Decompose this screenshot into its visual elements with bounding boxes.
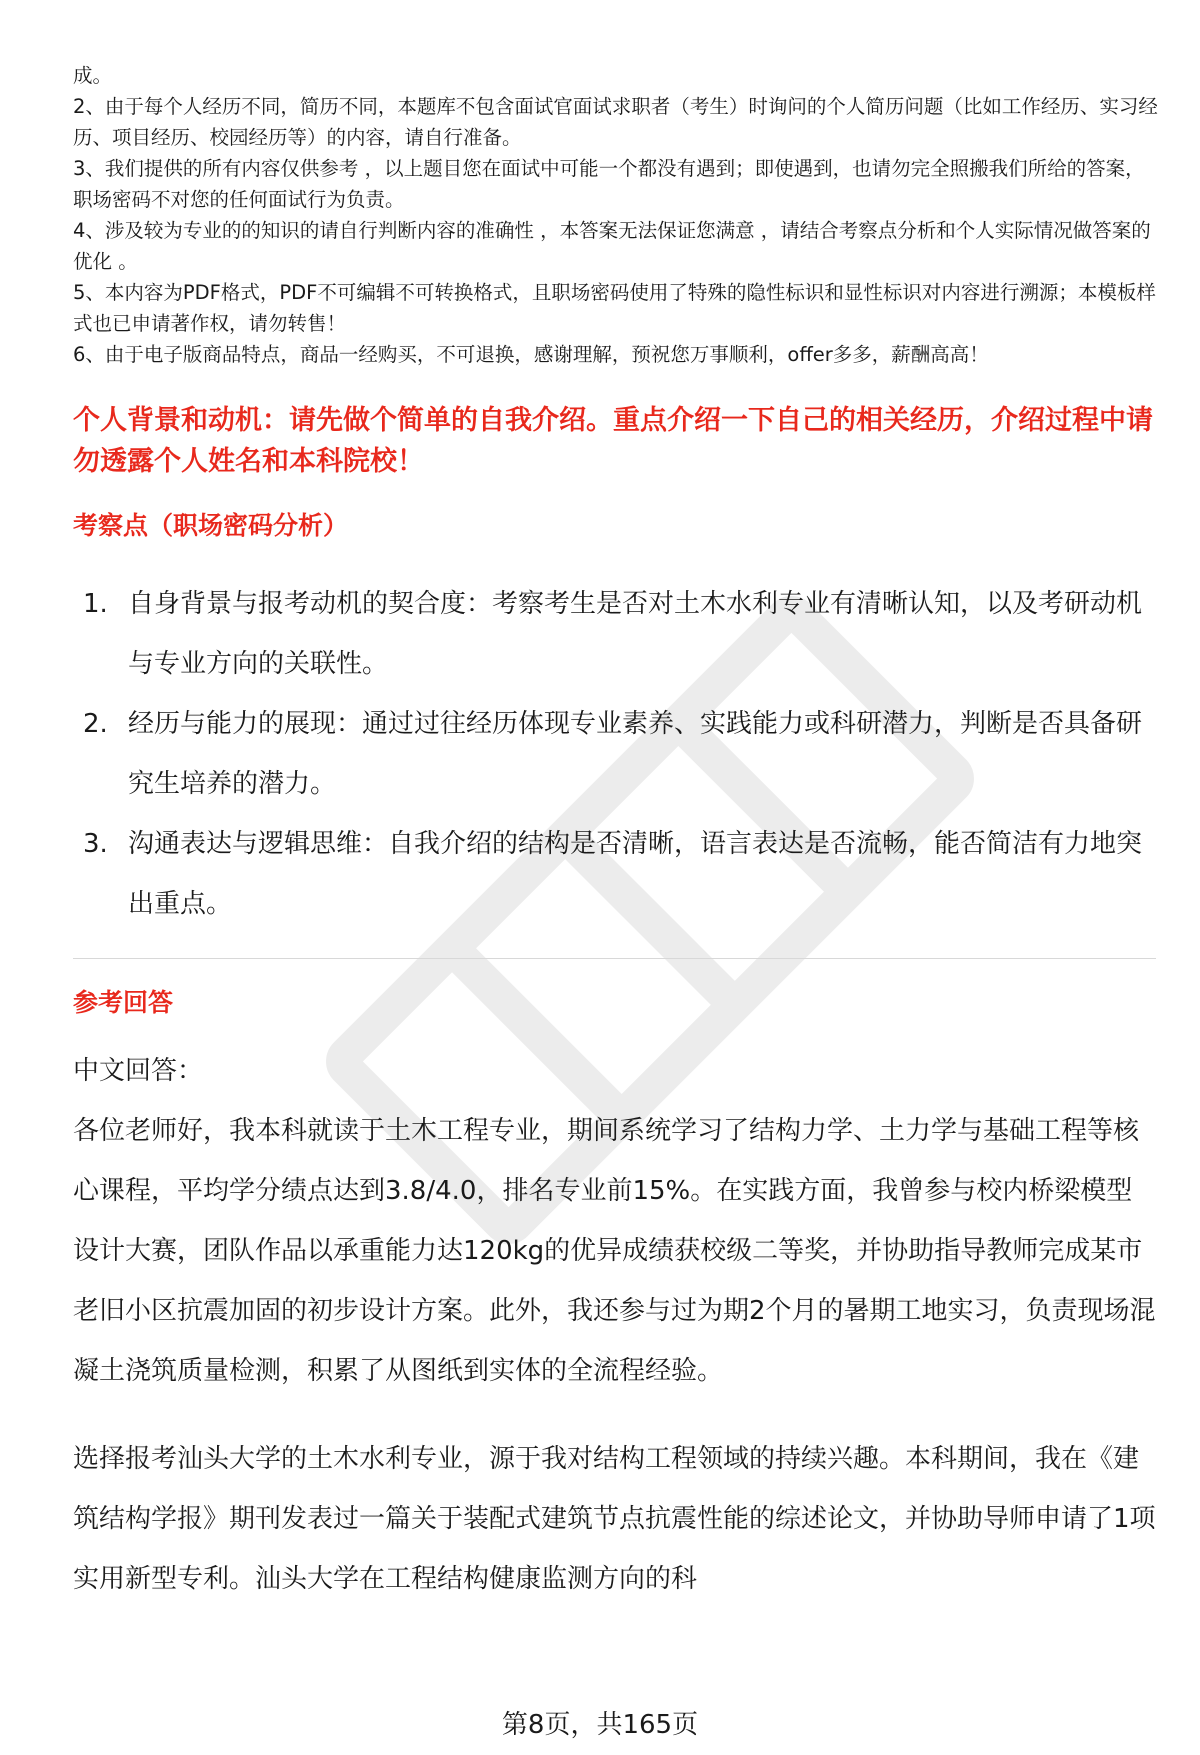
note-line: 5、本内容为PDF格式，PDF不可编辑不可转换格式，且职场密码使用了特殊的隐性标识和显性标识对内容进行溯源；本模板样式也已申请著作权，请勿转售！ [73, 281, 1156, 335]
list-number: 1. [83, 589, 108, 619]
list-item [73, 814, 1158, 934]
note-line: 6、由于电子版商品特点，商品一经购买，不可退换，感谢理解，预祝您万事顺利，offer多多，薪酬高高！ [73, 343, 989, 366]
list-item [73, 694, 1158, 814]
answer-body [73, 1041, 1158, 1609]
list-number: 3. [83, 829, 108, 859]
question-heading: 个人背景和动机：请先做个简单的自我介绍。重点介绍一下自己的相关经历，介绍过程中请勿透露个人姓名和本科院校！ [73, 405, 1153, 477]
section-divider [73, 958, 1156, 959]
answer-paragraph-2: 选择报考汕头大学的土木水利专业，源于我对结构工程领域的持续兴趣。本科期间，我在《建筑结构学报》期刊发表过一篇关于装配式建筑节点抗震性能的综述论文，并协助导师申请了1项实用新型专利。汕头大学在工程结构健康监测方向的科 [73, 1444, 1156, 1594]
list-text: 经历与能力的展现：通过过往经历体现专业素养、实践能力或科研潜力，判断是否具备研究生培养的潜力。 [128, 709, 1143, 799]
page-number: 第8页，共165页 [501, 1710, 699, 1740]
list-text: 自身背景与报考动机的契合度：考察考生是否对土木水利专业有清晰认知，以及考研动机与专业方向的关联性。 [128, 589, 1143, 679]
analysis-title: 考察点（职场密码分析） [73, 511, 349, 540]
note-line: 4、涉及较为专业的的知识的请自行判断内容的准确性 ，本答案无法保证您满意 ，请结合考察点分析和个人实际情况做答案的优化 。 [73, 219, 1151, 273]
answer-label: 中文回答： [73, 1056, 204, 1086]
note-line: 2、由于每个人经历不同，简历不同，本题库不包含面试官面试求职者（考生）时询问的个人简历问题（比如工作经历、实习经历、项目经历、校园经历等）的内容，请自行准备。 [73, 95, 1158, 149]
analysis-points [73, 574, 1158, 934]
answer-title: 参考回答 [73, 988, 174, 1017]
notes-section [73, 60, 1158, 370]
list-number: 2. [83, 709, 108, 739]
note-line: 3、我们提供的所有内容仅供参考 ，以上题目您在面试中可能一个都没有遇到；即使遇到，也请勿完全照搬我们所给的答案，职场密码不对您的任何面试行为负责。 [73, 157, 1145, 211]
list-text: 沟通表达与逻辑思维：自我介绍的结构是否清晰，语言表达是否流畅，能否简洁有力地突出重点。 [128, 829, 1143, 919]
document-page [73, 60, 1158, 1609]
list-item [73, 574, 1158, 694]
answer-paragraph-1: 各位老师好，我本科就读于土木工程专业，期间系统学习了结构力学、土力学与基础工程等核心课程，平均学分绩点达到3.8/4.0，排名专业前15%。在实践方面，我曾参与校内桥梁模型设计大赛，团队作品以承重能力达120kg的优异成绩获校级二等奖，并协助指导教师完成某市老旧小区抗震加固的初步设计方案。此外，我还参与过为期2个月的暑期工地实习，负责现场混凝土浇筑质量检测，积累了从图纸到实体的全流程经验。 [73, 1116, 1156, 1386]
note-line: 成。 [73, 64, 113, 87]
